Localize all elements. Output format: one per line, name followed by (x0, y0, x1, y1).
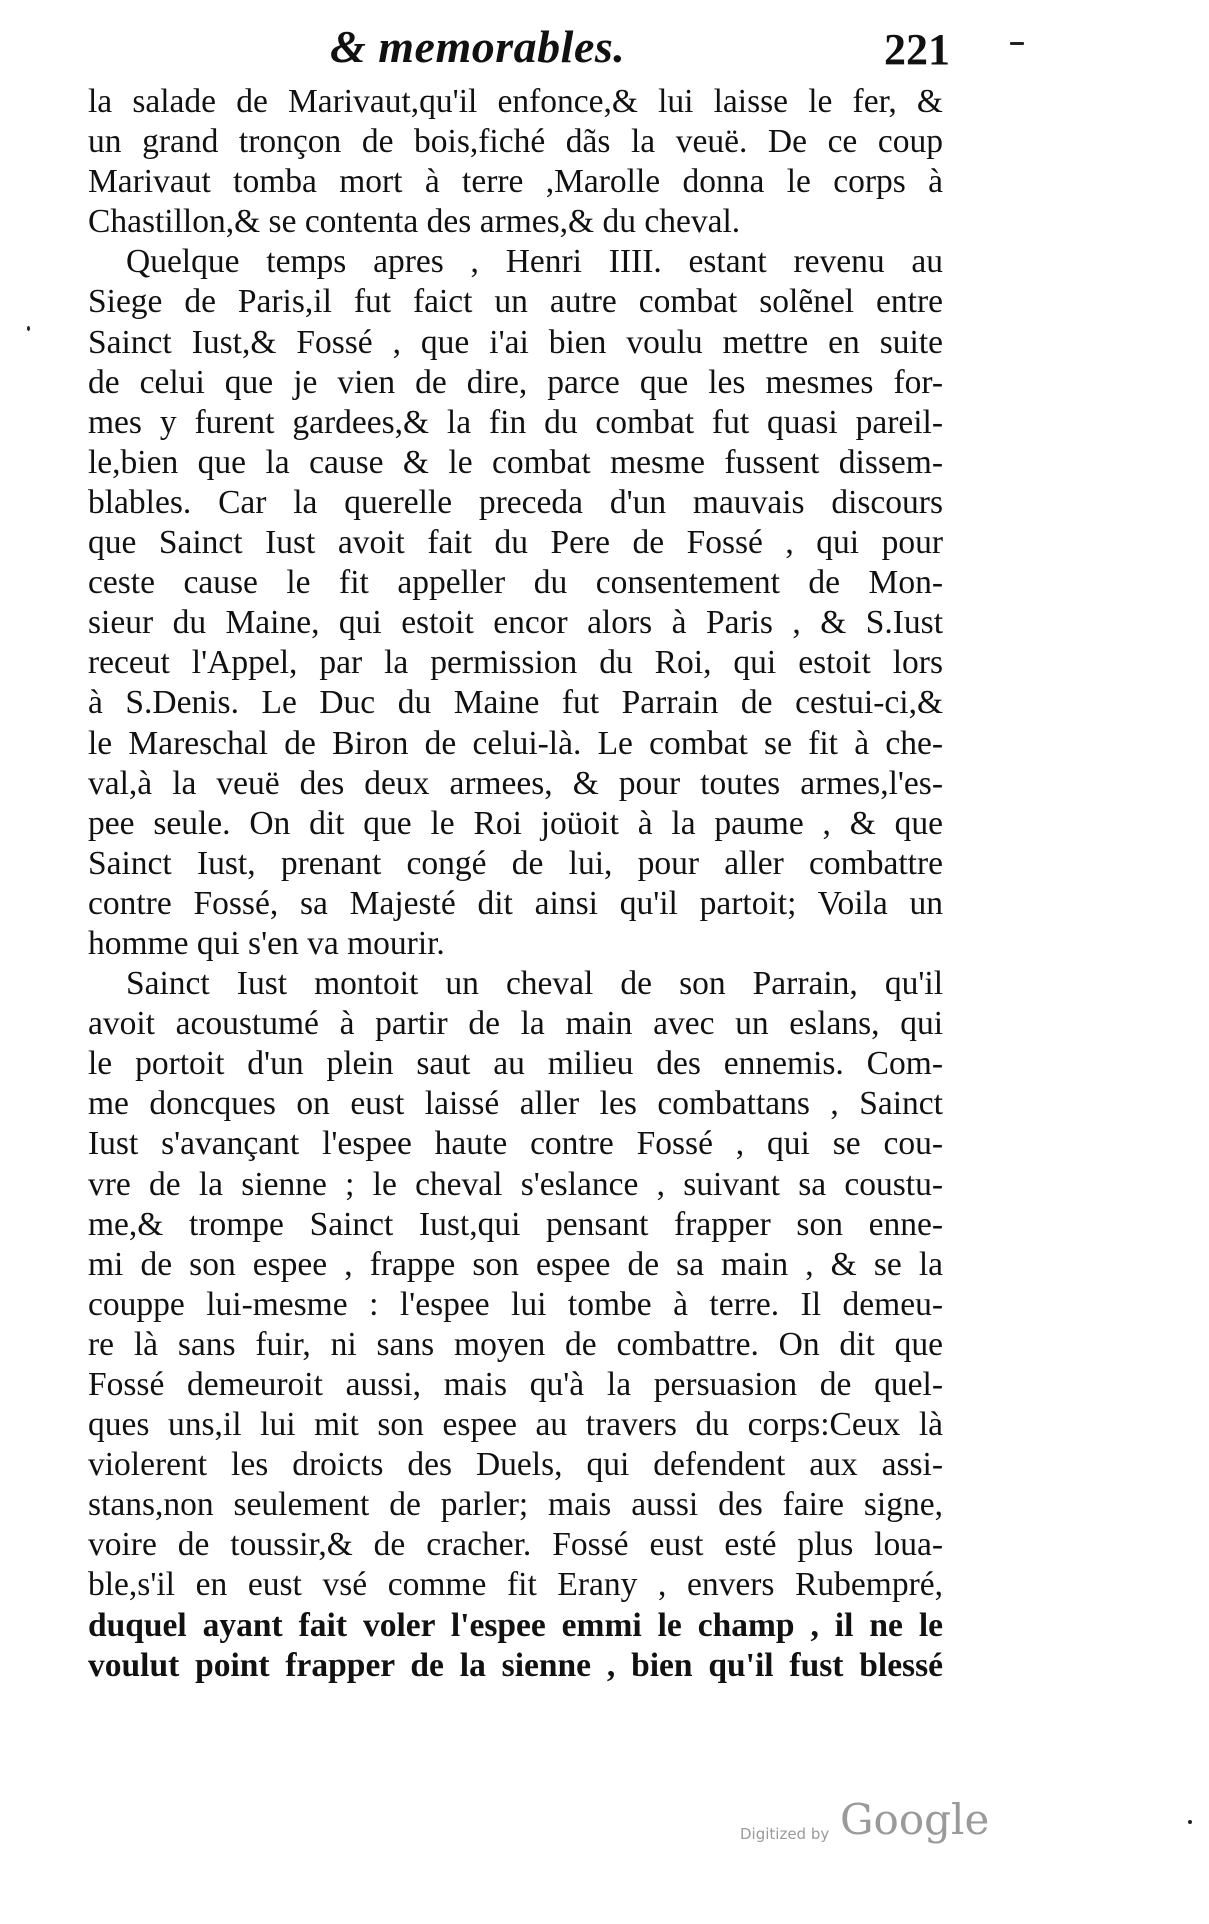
text-line: ques uns,il lui mit son espee au travers du corps:Ceux là (88, 1406, 943, 1444)
text-line: le portoit d'un plein saut au milieu des ennemis. Com- (88, 1045, 943, 1083)
text-line: voire de toussir,& de cracher. Fossé eust esté plus loua- (88, 1526, 943, 1564)
text-line: Iust s'avançant l'espee haute contre Fossé , qui se cou- (88, 1125, 943, 1163)
digitization-watermark (740, 1795, 1000, 1855)
text-line: me,& trompe Sainct Iust,qui pensant frapper son enne- (88, 1205, 943, 1243)
text-line: val,à la veuë des deux armees, & pour toutes armes,l'es- (88, 764, 943, 802)
text-line: vre de la sienne ; le cheval s'eslance , suivant sa coustu- (88, 1165, 943, 1203)
text-line: receut l'Appel, par la permission du Roi, qui estoit lors (88, 644, 943, 682)
text-line: ceste cause le fit appeller du consentement de Mon- (88, 564, 943, 602)
text-line: homme qui s'en va mourir. (88, 924, 445, 962)
text-line: violerent les droicts des Duels, qui defendent aux assi- (88, 1446, 943, 1484)
ink-speck (1010, 42, 1024, 45)
text-line: que Sainct Iust avoit fait du Pere de Fossé , qui pour (88, 524, 943, 562)
text-line: Quelque temps apres , Henri IIII. estant revenu au (126, 243, 943, 281)
body-text (88, 82, 943, 1686)
running-title: & memorables. (330, 21, 626, 72)
digitized-by-label: Digitized by (740, 1825, 830, 1843)
text-line: avoit acoustumé à partir de la main avec un eslans, qui (88, 1005, 943, 1043)
text-line: voulut point frapper de la sienne , bien qu'il fust blessé (88, 1646, 943, 1684)
text-line: sieur du Maine, qui estoit encor alors à Paris , & S.Iust (88, 604, 943, 642)
text-line: pee seule. On dit que le Roi joüoit à la paume , & que (88, 804, 943, 842)
ink-speck (27, 326, 30, 331)
text-line: Sainct Iust,& Fossé , que i'ai bien voulu mettre en suite (88, 323, 943, 361)
text-line: mes y furent gardees,& la fin du combat fut quasi pareil- (88, 403, 943, 441)
text-line: Siege de Paris,il fut faict un autre combat solẽnel entre (88, 283, 943, 321)
text-line: blables. Car la querelle preceda d'un mauvais discours (88, 483, 943, 521)
text-line: de celui que je vien de dire, parce que les mesmes for- (88, 363, 943, 401)
text-line: Marivaut tomba mort à terre ,Marolle donna le corps à (88, 163, 943, 201)
text-line: mi de son espee , frappe son espee de sa main , & se la (88, 1245, 943, 1283)
text-line: Sainct Iust, prenant congé de lui, pour aller combattre (88, 844, 943, 882)
text-line: Chastillon,& se contenta des armes,& du cheval. (88, 203, 741, 241)
text-line: me doncques on eust laissé aller les combattans , Sainct (88, 1085, 943, 1123)
text-line: couppe lui-mesme : l'espee lui tombe à terre. Il demeu- (88, 1285, 943, 1323)
text-line: contre Fossé, sa Majesté dit ainsi qu'il partoit; Voila un (88, 884, 943, 922)
text-line: la salade de Marivaut,qu'il enfonce,& lui laisse le fer, & (88, 83, 943, 120)
text-line: Sainct Iust montoit un cheval de son Parrain, qu'il (126, 965, 943, 1003)
text-line: stans,non seulement de parler; mais aussi des faire signe, (88, 1486, 943, 1524)
text-line: Fossé demeuroit aussi, mais qu'à la persuasion de quel- (88, 1366, 943, 1403)
text-line: à S.Denis. Le Duc du Maine fut Parrain de cestui-ci,& (88, 684, 943, 722)
text-line: re là sans fuir, ni sans moyen de combattre. On dit que (88, 1325, 943, 1363)
text-line: le Mareschal de Biron de celui-là. Le combat se fit à che- (88, 724, 943, 762)
page-header (330, 20, 950, 80)
page-number: 221 (884, 25, 950, 74)
text-line: le,bien que la cause & le combat mesme fussent dissem- (88, 443, 943, 481)
text-line: duquel ayant fait voler l'espee emmi le champ , il ne le (88, 1606, 943, 1644)
text-line: un grand tronçon de bois,fiché dãs la veuë. De ce coup (88, 123, 943, 161)
google-logo: Google (840, 1795, 990, 1844)
text-line: ble,s'il en eust vsé comme fit Erany , envers Rubempré, (88, 1566, 943, 1604)
ink-speck (1188, 1820, 1192, 1824)
